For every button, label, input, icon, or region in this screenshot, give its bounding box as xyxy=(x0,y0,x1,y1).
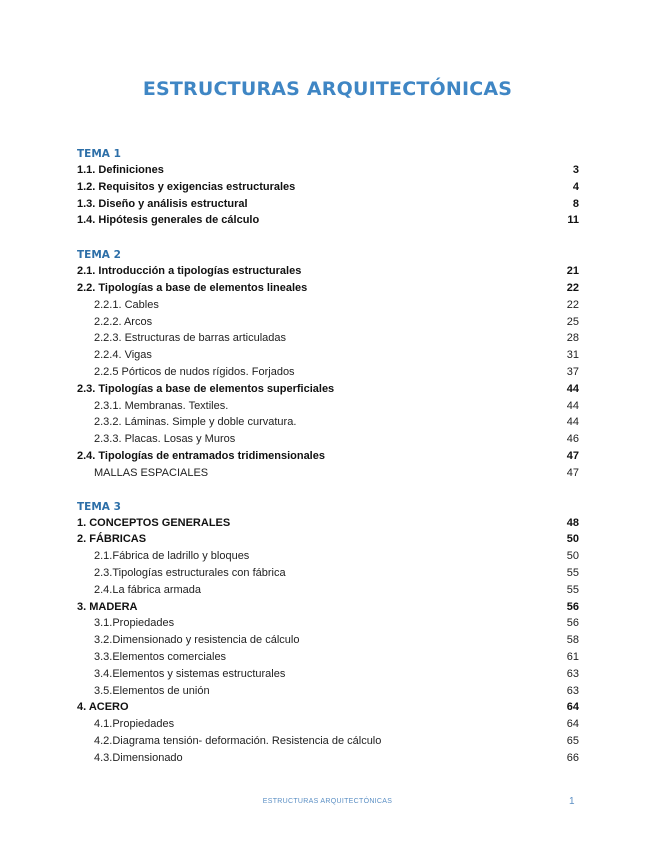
toc-entry-label: 2.3.3. Placas. Losas y Muros xyxy=(94,433,236,446)
table-of-contents xyxy=(77,146,579,767)
page-footer xyxy=(0,796,655,810)
toc-entry-label: 1. CONCEPTOS GENERALES xyxy=(77,516,231,529)
toc-entry-label: 3.3.Elementos comerciales xyxy=(94,650,227,663)
toc-entry-page: 31 xyxy=(566,349,579,362)
toc-entry-page: 44 xyxy=(566,382,579,395)
toc-entry[interactable] xyxy=(77,280,579,297)
toc-entry-page: 22 xyxy=(566,281,579,294)
toc-entry-page: 4 xyxy=(572,180,579,193)
toc-entry[interactable] xyxy=(77,699,579,716)
toc-entry-page: 28 xyxy=(566,332,579,345)
page-number: 1 xyxy=(569,796,575,807)
toc-entry-label: 2.2.5 Pórticos de nudos rígidos. Forjados xyxy=(94,365,295,378)
toc-entry-label: 4.3.Dimensionado xyxy=(94,751,183,764)
toc-subentry[interactable] xyxy=(77,431,579,448)
toc-entry[interactable] xyxy=(77,448,579,465)
toc-entry-label: 2.3.Tipologías estructurales con fábrica xyxy=(94,566,286,579)
toc-entry[interactable] xyxy=(77,381,579,398)
toc-entry-page: 56 xyxy=(566,600,579,613)
toc-subentry[interactable] xyxy=(77,364,579,381)
toc-section-tema-2 xyxy=(77,247,579,481)
toc-subentry[interactable] xyxy=(77,297,579,314)
toc-entry[interactable] xyxy=(77,599,579,616)
toc-entry-page: 3 xyxy=(572,164,579,176)
toc-entry[interactable] xyxy=(77,179,579,196)
toc-subentry[interactable] xyxy=(77,398,579,415)
section-heading: TEMA 2 xyxy=(77,249,121,262)
toc-entry-label: 3.5.Elementos de unión xyxy=(94,684,210,697)
toc-section-tema-1 xyxy=(77,146,579,229)
toc-entry-label: 2.4.La fábrica armada xyxy=(94,583,202,596)
toc-entry-label: 2.3. Tipologías a base de elementos superficiales xyxy=(77,382,335,395)
toc-entry-page: 55 xyxy=(566,566,579,579)
toc-entry-page: 47 xyxy=(566,449,579,462)
toc-entry-page: 21 xyxy=(566,265,579,278)
toc-entry[interactable] xyxy=(77,515,579,532)
toc-subentry[interactable] xyxy=(77,750,579,767)
toc-entry-page: 66 xyxy=(566,751,579,764)
toc-entry-page: 61 xyxy=(566,650,579,663)
toc-subentry[interactable] xyxy=(77,649,579,666)
toc-entry[interactable] xyxy=(77,263,579,280)
toc-subentry[interactable] xyxy=(77,615,579,632)
document-title: ESTRUCTURAS ARQUITECTÓNICAS xyxy=(142,78,513,100)
toc-entry-page: 44 xyxy=(566,399,579,412)
toc-entry-page: 37 xyxy=(566,365,579,378)
toc-entry-label: 2.2.4. Vigas xyxy=(94,349,152,362)
toc-entry-page: 25 xyxy=(566,315,579,328)
toc-entry-label: MALLAS ESPACIALES xyxy=(94,466,209,479)
toc-subentry[interactable] xyxy=(77,716,579,733)
section-spacer xyxy=(77,482,579,499)
toc-entry-page: 22 xyxy=(566,298,579,311)
toc-entry-page: 8 xyxy=(572,197,579,210)
toc-entry-page: 50 xyxy=(566,550,579,563)
toc-entry-page: 58 xyxy=(566,634,579,647)
toc-entry-page: 64 xyxy=(566,701,579,714)
toc-entry-page: 63 xyxy=(566,667,579,680)
toc-subentry[interactable] xyxy=(77,548,579,565)
toc-entry-page: 46 xyxy=(566,433,579,446)
toc-subentry[interactable] xyxy=(77,683,579,700)
toc-entry-page: 44 xyxy=(566,416,579,429)
toc-entry-page: 11 xyxy=(567,214,579,227)
toc-entry-label: 2.1. Introducción a tipologías estructurales xyxy=(77,265,302,278)
toc-subentry[interactable] xyxy=(77,347,579,364)
toc-entry-label: 2.2. Tipologías a base de elementos lineales xyxy=(77,281,308,294)
toc-subentry[interactable] xyxy=(77,666,579,683)
toc-subentry[interactable] xyxy=(77,733,579,750)
toc-entry-label: 2.4. Tipologías de entramados tridimensionales xyxy=(77,449,325,462)
toc-entry-page: 50 xyxy=(566,533,579,546)
section-heading: TEMA 3 xyxy=(77,500,121,513)
toc-entry-page: 65 xyxy=(566,734,579,747)
toc-subentry[interactable] xyxy=(77,565,579,582)
toc-subentry[interactable] xyxy=(77,330,579,347)
toc-entry-label: 2.2.2. Arcos xyxy=(94,315,153,328)
toc-entry-label: 1.2. Requisitos y exigencias estructurales xyxy=(77,180,296,193)
toc-entry-label: 1.4. Hipótesis generales de cálculo xyxy=(77,214,260,227)
toc-entry-label: 2.3.1. Membranas. Textiles. xyxy=(94,399,229,412)
footer-title: ESTRUCTURAS ARQUITECTÓNICAS xyxy=(262,798,393,805)
toc-entry-label: 4.1.Propiedades xyxy=(94,718,175,731)
toc-subentry[interactable] xyxy=(77,314,579,331)
toc-entry-label: 2.2.3. Estructuras de barras articuladas xyxy=(94,332,286,345)
toc-entry-label: 2. FÁBRICAS xyxy=(77,533,147,546)
toc-entry[interactable] xyxy=(77,531,579,548)
toc-entry-label: 3.1.Propiedades xyxy=(94,617,175,630)
toc-entry-page: 47 xyxy=(566,466,579,479)
toc-entry-label: 1.1. Definiciones xyxy=(77,164,164,176)
toc-entry[interactable] xyxy=(77,162,579,179)
toc-subentry[interactable] xyxy=(77,414,579,431)
toc-subentry[interactable] xyxy=(77,465,579,482)
toc-subentry[interactable] xyxy=(77,632,579,649)
toc-entry-label: 1.3. Diseño y análisis estructural xyxy=(77,197,248,210)
toc-entry-label: 2.3.2. Láminas. Simple y doble curvatura. xyxy=(94,416,297,429)
toc-section-tema-3 xyxy=(77,499,579,767)
toc-entry-page: 48 xyxy=(566,516,579,529)
toc-entry-label: 3. MADERA xyxy=(77,600,138,613)
toc-entry-label: 2.1.Fábrica de ladrillo y bloques xyxy=(94,550,250,563)
toc-entry-page: 55 xyxy=(566,583,579,596)
toc-entry-label: 3.4.Elementos y sistemas estructurales xyxy=(94,667,286,680)
toc-entry-label: 2.2.1. Cables xyxy=(94,298,159,311)
toc-subentry[interactable] xyxy=(77,582,579,599)
toc-entry[interactable] xyxy=(77,212,579,229)
toc-entry-label: 3.2.Dimensionado y resistencia de cálculo xyxy=(94,634,300,647)
toc-entry-label: 4. ACERO xyxy=(77,701,129,714)
toc-entry-page: 56 xyxy=(566,617,579,630)
toc-entry-page: 63 xyxy=(566,684,579,697)
section-spacer xyxy=(77,229,579,247)
toc-entry[interactable] xyxy=(77,196,579,213)
section-heading: TEMA 1 xyxy=(77,148,121,160)
toc-entry-page: 64 xyxy=(566,718,579,731)
toc-entry-label: 4.2.Diagrama tensión- deformación. Resistencia de cálculo xyxy=(94,734,382,747)
